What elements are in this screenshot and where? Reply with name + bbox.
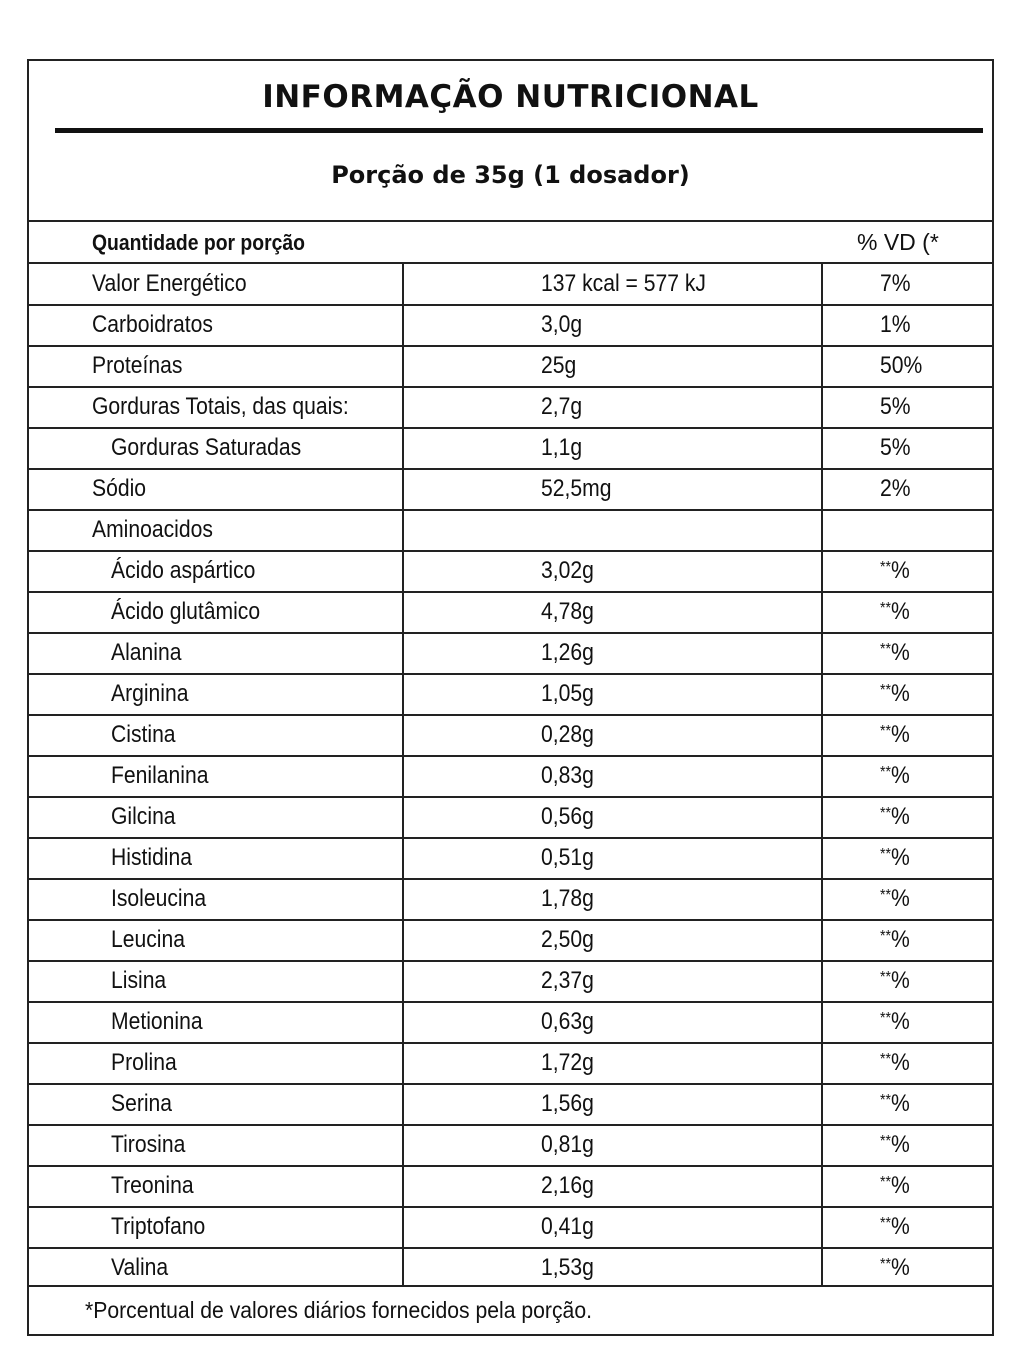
daily-value-percent: % xyxy=(890,1131,910,1158)
nutrient-amount: 1,26g xyxy=(541,639,594,666)
nutrient-name: Alanina xyxy=(111,639,182,666)
daily-value xyxy=(880,352,922,380)
nutrient-name: Sódio xyxy=(92,475,147,502)
nutrient-name: Tirosina xyxy=(111,1131,186,1158)
nutrient-amount: 2,16g xyxy=(541,1172,594,1199)
daily-value-percent: % xyxy=(890,598,910,625)
label-title: INFORMAÇÃO NUTRICIONAL xyxy=(262,79,759,115)
dv-not-established-marker: ** xyxy=(880,600,891,617)
dv-not-established-marker: ** xyxy=(880,846,891,863)
nutrient-name: Serina xyxy=(111,1090,173,1117)
daily-value xyxy=(880,434,911,462)
dv-not-established-marker: ** xyxy=(880,928,891,945)
table-row xyxy=(29,346,992,387)
table-row xyxy=(29,715,992,756)
header-divider xyxy=(29,220,992,222)
daily-value xyxy=(880,721,910,749)
nutrient-name: Leucina xyxy=(111,926,185,953)
dv-not-established-marker: ** xyxy=(880,1092,891,1109)
nutrient-amount: 1,78g xyxy=(541,885,594,912)
daily-value-percent: 50% xyxy=(880,352,923,379)
nutrient-name: Aminoacidos xyxy=(92,516,213,543)
table-row xyxy=(29,305,992,346)
daily-value-percent: 7% xyxy=(880,270,911,297)
daily-value xyxy=(880,885,910,913)
nutrient-amount: 3,0g xyxy=(541,311,583,338)
table-row xyxy=(29,1084,992,1125)
table-row xyxy=(29,264,992,305)
daily-value-percent: % xyxy=(890,803,910,830)
dv-not-established-marker: ** xyxy=(880,1174,891,1191)
nutrient-amount: 0,56g xyxy=(541,803,594,830)
table-row xyxy=(29,961,992,1002)
table-row xyxy=(29,1166,992,1207)
daily-value-percent: 5% xyxy=(880,393,911,420)
column-header-dv: % VD (* xyxy=(857,229,939,255)
nutrient-amount: 0,28g xyxy=(541,721,594,748)
nutrient-amount: 1,56g xyxy=(541,1090,594,1117)
daily-value-percent: % xyxy=(890,639,910,666)
dv-not-established-marker: ** xyxy=(880,1215,891,1232)
nutrient-name: Lisina xyxy=(111,967,167,994)
daily-value-percent: % xyxy=(890,1213,910,1240)
nutrient-amount: 0,41g xyxy=(541,1213,594,1240)
nutrient-name: Gorduras Saturadas xyxy=(111,434,302,461)
daily-value xyxy=(880,926,910,954)
daily-value-percent: % xyxy=(890,967,910,994)
dv-not-established-marker: ** xyxy=(880,1133,891,1150)
table-row xyxy=(29,1043,992,1084)
daily-value-percent: % xyxy=(890,1008,910,1035)
daily-value xyxy=(880,803,910,831)
nutrient-name: Histidina xyxy=(111,844,193,871)
dv-not-established-marker: ** xyxy=(880,1256,891,1273)
nutrient-name: Gilcina xyxy=(111,803,176,830)
column-divider-dv xyxy=(821,264,823,1286)
nutrition-label xyxy=(27,59,994,1336)
nutrient-name: Prolina xyxy=(111,1049,177,1076)
daily-value-percent: % xyxy=(890,1254,910,1281)
table-row xyxy=(29,1002,992,1043)
daily-value xyxy=(880,1172,910,1200)
table-row xyxy=(29,592,992,633)
nutrient-amount: 2,37g xyxy=(541,967,594,994)
daily-value xyxy=(880,762,910,790)
nutrient-amount: 0,81g xyxy=(541,1131,594,1158)
nutrient-amount: 1,53g xyxy=(541,1254,594,1281)
daily-value-percent: % xyxy=(890,885,910,912)
table-row xyxy=(29,551,992,592)
nutrient-name: Gorduras Totais, das quais: xyxy=(92,393,349,420)
daily-value-percent: % xyxy=(890,1090,910,1117)
daily-value xyxy=(880,967,910,995)
nutrient-name: Arginina xyxy=(111,680,189,707)
column-header-quantity: Quantidade por porção xyxy=(92,230,305,255)
table-row xyxy=(29,469,992,510)
daily-value xyxy=(880,1049,910,1077)
dv-not-established-marker: ** xyxy=(880,805,891,822)
nutrient-name: Proteínas xyxy=(92,352,183,379)
daily-value xyxy=(880,680,910,708)
title-divider xyxy=(55,128,983,133)
daily-value xyxy=(880,639,910,667)
dv-not-established-marker: ** xyxy=(880,641,891,658)
nutrient-amount: 0,83g xyxy=(541,762,594,789)
table-row xyxy=(29,1125,992,1166)
table-row xyxy=(29,510,992,551)
dv-not-established-marker: ** xyxy=(880,1010,891,1027)
nutrient-name: Ácido aspártico xyxy=(111,557,256,584)
nutrient-amount: 1,1g xyxy=(541,434,583,461)
table-row xyxy=(29,633,992,674)
nutrient-amount: 2,7g xyxy=(541,393,583,420)
daily-value xyxy=(880,1090,910,1118)
column-divider-value xyxy=(402,264,404,1286)
portion-size: Porção de 35g (1 dosador) xyxy=(331,161,690,189)
nutrient-amount: 1,72g xyxy=(541,1049,594,1076)
nutrient-name: Treonina xyxy=(111,1172,194,1199)
nutrient-amount: 0,63g xyxy=(541,1008,594,1035)
nutrient-amount: 2,50g xyxy=(541,926,594,953)
table-row xyxy=(29,797,992,838)
footnote: *Porcentual de valores diários fornecidos pela porção. xyxy=(85,1297,592,1323)
daily-value xyxy=(880,270,911,298)
daily-value-percent: % xyxy=(890,680,910,707)
daily-value xyxy=(880,311,911,339)
dv-not-established-marker: ** xyxy=(880,969,891,986)
daily-value-percent: 2% xyxy=(880,475,911,502)
table-row xyxy=(29,756,992,797)
daily-value xyxy=(880,1254,910,1282)
table-row xyxy=(29,838,992,879)
nutrient-amount: 0,51g xyxy=(541,844,594,871)
nutrient-amount: 52,5mg xyxy=(541,475,612,502)
dv-not-established-marker: ** xyxy=(880,682,891,699)
dv-not-established-marker: ** xyxy=(880,723,891,740)
daily-value-percent: % xyxy=(890,557,910,584)
dv-not-established-marker: ** xyxy=(880,764,891,781)
table-row xyxy=(29,1248,992,1289)
daily-value-percent: % xyxy=(890,926,910,953)
daily-value xyxy=(880,1008,910,1036)
footer-divider xyxy=(29,1285,992,1287)
nutrient-name: Metionina xyxy=(111,1008,203,1035)
daily-value xyxy=(880,844,910,872)
nutrient-name: Carboidratos xyxy=(92,311,213,338)
daily-value xyxy=(880,393,911,421)
daily-value xyxy=(880,557,910,585)
nutrient-name: Valor Energético xyxy=(92,270,247,297)
daily-value xyxy=(880,475,911,503)
dv-not-established-marker: ** xyxy=(880,559,891,576)
dv-not-established-marker: ** xyxy=(880,887,891,904)
daily-value-percent: % xyxy=(890,844,910,871)
nutrient-name: Fenilanina xyxy=(111,762,209,789)
table-row xyxy=(29,674,992,715)
nutrient-name: Valina xyxy=(111,1254,169,1281)
daily-value-percent: % xyxy=(890,762,910,789)
daily-value-percent: 5% xyxy=(880,434,911,461)
nutrient-amount: 4,78g xyxy=(541,598,594,625)
nutrient-name: Cistina xyxy=(111,721,176,748)
table-row xyxy=(29,428,992,469)
table-row xyxy=(29,879,992,920)
nutrient-amount: 3,02g xyxy=(541,557,594,584)
nutrient-name: Isoleucina xyxy=(111,885,207,912)
table-row xyxy=(29,920,992,961)
daily-value-percent: 1% xyxy=(880,311,911,338)
daily-value xyxy=(880,1131,910,1159)
nutrient-name: Ácido glutâmico xyxy=(111,598,261,625)
daily-value xyxy=(880,1213,910,1241)
nutrient-amount: 137 kcal = 577 kJ xyxy=(541,270,706,297)
nutrient-name: Triptofano xyxy=(111,1213,206,1240)
daily-value-percent: % xyxy=(890,1172,910,1199)
table-row xyxy=(29,387,992,428)
dv-not-established-marker: ** xyxy=(880,1051,891,1068)
nutrient-amount: 1,05g xyxy=(541,680,594,707)
daily-value-percent: % xyxy=(890,721,910,748)
nutrient-amount: 25g xyxy=(541,352,577,379)
daily-value xyxy=(880,598,910,626)
table-row xyxy=(29,1207,992,1248)
daily-value-percent: % xyxy=(890,1049,910,1076)
